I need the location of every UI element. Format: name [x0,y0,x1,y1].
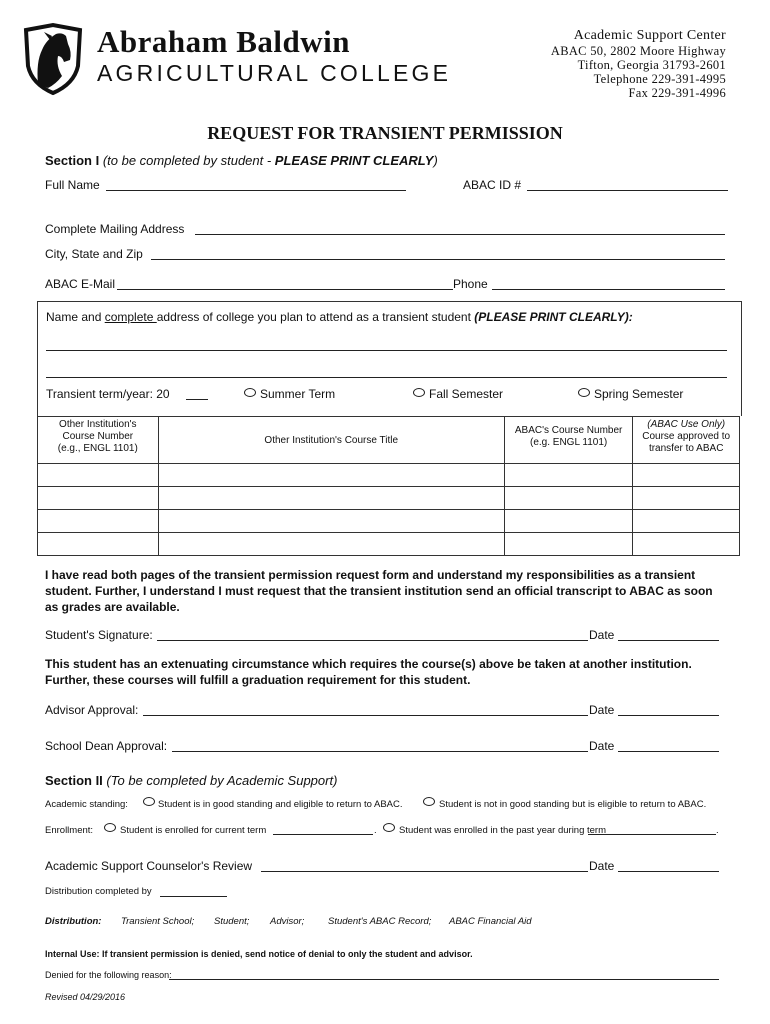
section2-heading: Section II [45,773,103,788]
col1-line3: (e.g., ENGL 1101) [57,443,138,454]
col3-line2: (e.g. ENGL 1101) [529,437,608,448]
good-standing-radio[interactable] [143,797,155,806]
internal-use-note: Internal Use: If transient permission is denied, send notice of denial to only the student and advisor. [45,949,473,959]
revision-date: Revised 04/29/2016 [45,992,126,1002]
summer-term-label: Summer Term [260,387,336,401]
col-abac-course-number [504,417,632,464]
student-date-label: Date [589,628,615,642]
college-address-line-2[interactable] [46,377,727,378]
col1-line2: Course Number [62,431,134,442]
past-term-field[interactable] [588,834,716,835]
student-signature-label: Student's Signature: [45,628,153,642]
enrolled-current-label: Student is enrolled for current term [120,825,267,836]
distribution-item-financial-aid: ABAC Financial Aid [449,916,532,927]
period-1: . [374,825,377,836]
col1-line1: Other Institution's [59,419,137,430]
col-other-course-title [158,417,504,464]
student-signature-field[interactable] [157,640,588,641]
spring-semester-radio[interactable] [578,388,590,397]
office-address: ABAC 50, 2802 Moore Highway [550,44,726,58]
enrolled-past-radio[interactable] [383,823,395,832]
table-cell[interactable] [158,464,504,487]
advisor-date-field[interactable] [618,715,719,716]
advisor-date-label: Date [589,703,615,717]
table-cell[interactable] [633,464,740,487]
table-cell[interactable] [158,487,504,510]
mailing-address-field[interactable] [195,234,725,235]
good-standing-label: Student is in good standing and eligible to return to ABAC. [158,799,403,810]
table-row [38,464,740,487]
col2-line1: Other Institution's Course Title [264,435,399,446]
course-table [37,416,740,556]
table-cell[interactable] [158,510,504,533]
table-cell[interactable] [504,510,632,533]
period-2: . [716,825,719,836]
college-prompt-part1: Name and [46,310,105,324]
office-fax: Fax 229-391-4996 [628,86,726,100]
distribution-completed-label: Distribution completed by [45,886,152,897]
term-label: Transient term/year: 20 [46,387,170,401]
course-table-header [38,417,740,464]
table-row [38,487,740,510]
email-label: ABAC E-Mail [45,277,116,291]
col3-line1: ABAC's Course Number [514,425,623,436]
city-state-zip-label: City, State and Zip [45,247,143,261]
college-logo-horse-icon [22,22,84,96]
distribution-item-advisor: Advisor; [270,916,305,927]
email-field[interactable] [117,289,453,290]
col4-line2: Course approved to [642,431,731,442]
form-title: REQUEST FOR TRANSIENT PERMISSION [207,123,563,143]
distribution-completed-field[interactable] [160,896,227,897]
table-row [38,533,740,556]
extenuating-text: This student has an extenuating circumstance which requires the course(s) above be taken at another institution. Further, these courses will fulfill a graduation requirement for this student. [45,657,692,687]
table-cell[interactable] [504,464,632,487]
counselor-date-field[interactable] [618,871,719,872]
advisor-approval-field[interactable] [143,715,588,716]
not-good-standing-radio[interactable] [423,797,435,806]
fall-semester-label: Fall Semester [429,387,504,401]
full-name-label: Full Name [45,178,100,192]
summer-term-radio[interactable] [244,388,256,397]
abac-id-field[interactable] [527,190,728,191]
standing-label: Academic standing: [45,799,128,810]
section1-note-suffix: ) [433,153,438,168]
office-city: Tifton, Georgia 31793-2601 [577,58,726,72]
table-cell[interactable] [38,533,159,556]
section1-note-prefix: (to be completed by student - [102,153,275,168]
full-name-field[interactable] [106,190,406,191]
office-name: Academic Support Center [573,28,726,43]
table-cell[interactable] [504,533,632,556]
section2-note: (To be completed by Academic Support) [106,773,338,788]
dean-approval-field[interactable] [172,751,588,752]
table-cell[interactable] [504,487,632,510]
spring-semester-label: Spring Semester [594,387,684,401]
college-name-line2: AGRICULTURAL COLLEGE [97,60,452,86]
col-other-course-number [38,417,159,464]
phone-label: Phone [453,277,488,291]
college-prompt-bold: (PLEASE PRINT CLEARLY): [474,310,633,324]
dean-date-label: Date [589,739,615,753]
col4-line1: (ABAC Use Only) [647,419,726,430]
distribution-item-abac-record: Student's ABAC Record; [328,916,432,927]
office-telephone: Telephone 229-391-4995 [593,72,726,86]
acknowledgement-text: I have read both pages of the transient permission request form and understand my responsibilities as a transient student. Further, I understand I must request that the transient institution send an official transcript to ABAC as soon as grades are available. [45,568,713,614]
section1-heading: Section I [45,153,100,168]
table-cell[interactable] [633,533,740,556]
mailing-address-label: Complete Mailing Address [45,222,185,236]
col4-line3: transfer to ABAC [648,443,724,454]
student-date-field[interactable] [618,640,719,641]
counselor-review-label: Academic Support Counselor's Review [45,859,253,873]
college-prompt-part2: address of college you plan to attend as a transient student [156,310,475,324]
table-cell[interactable] [633,487,740,510]
table-row [38,510,740,533]
not-good-standing-label: Student is not in good standing but is eligible to return to ABAC. [439,799,707,810]
distribution-item-student: Student; [214,916,250,927]
table-cell[interactable] [633,510,740,533]
enrollment-label: Enrollment: [45,825,94,836]
term-year-field[interactable] [186,399,208,400]
college-prompt-underline: complete [104,310,157,324]
enrolled-current-radio[interactable] [104,823,116,832]
counselor-review-field[interactable] [261,871,588,872]
dean-date-field[interactable] [618,751,719,752]
denied-reason-field[interactable] [169,979,719,980]
city-state-zip-field[interactable] [151,259,725,260]
college-prompt [46,310,633,324]
section2-heading-line [45,773,337,788]
dean-approval-label: School Dean Approval: [45,739,168,753]
current-term-field[interactable] [273,834,373,835]
distribution-label: Distribution: [45,916,102,927]
table-cell[interactable] [38,487,159,510]
section1-heading-line [45,153,438,168]
counselor-date-label: Date [589,859,615,873]
col-abac-approval [633,417,740,464]
section1-note-bold: PLEASE PRINT CLEARLY [274,153,434,168]
enrolled-past-label: Student was enrolled in the past year during term [399,825,607,836]
denied-reason-label: Denied for the following reason: [45,970,172,980]
distribution-item-transient-school: Transient School; [121,916,195,927]
college-name-line1: Abraham Baldwin [97,24,350,59]
table-cell[interactable] [38,464,159,487]
advisor-approval-label: Advisor Approval: [45,703,139,717]
phone-field[interactable] [492,289,725,290]
abac-id-label: ABAC ID # [463,178,522,192]
college-address-line-1[interactable] [46,350,727,351]
table-cell[interactable] [158,533,504,556]
fall-semester-radio[interactable] [413,388,425,397]
table-cell[interactable] [38,510,159,533]
